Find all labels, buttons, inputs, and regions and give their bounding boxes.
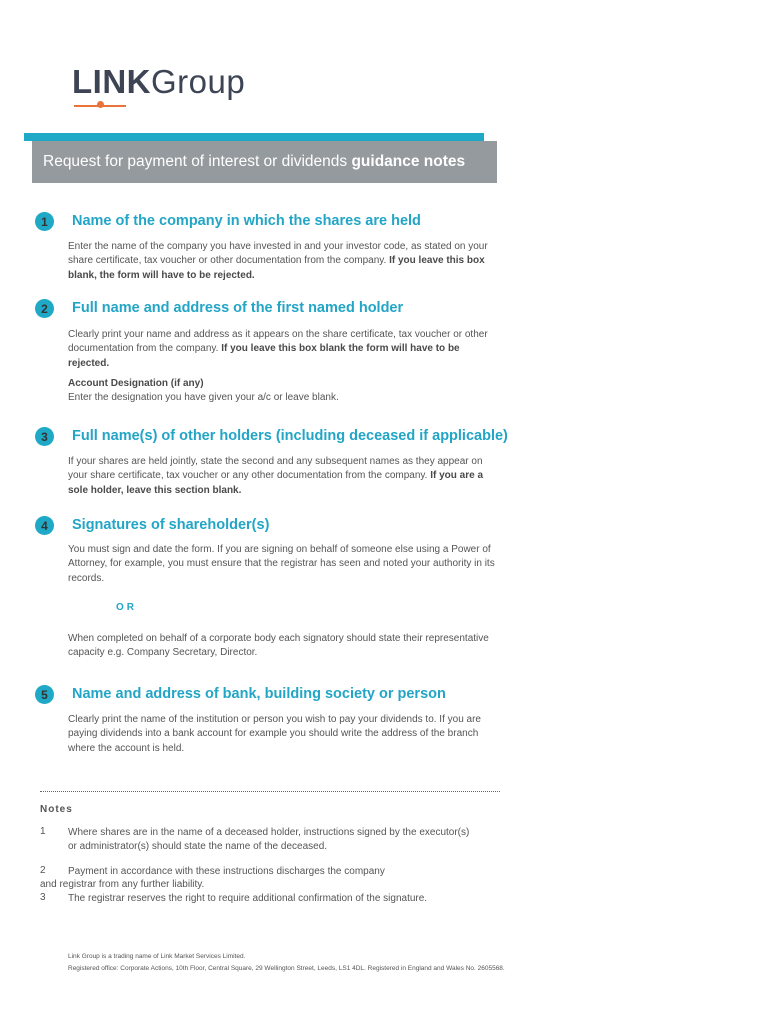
footer-line: Registered office: Corporate Actions, 10th Floor, Central Square, 29 Wellington Street, Leeds, LS1 4DL. Registered in England and Wales No. 2605568. — [68, 965, 505, 972]
dotted-divider — [40, 791, 500, 792]
section-heading: Signatures of shareholder(s) — [72, 517, 270, 533]
logo-text-link: LINK — [72, 63, 151, 100]
section-body: Enter the name of the company you have invested in and your investor code, as stated on your share certificate, tax voucher or other documentation from the company. — [68, 241, 488, 267]
note-text: Where shares are in the name of a deceased holder, instructions signed by the executor(s) or administrator(s) should state the name of the deceased. — [68, 827, 470, 852]
section-heading: Full name(s) of other holders (including deceased if applicable) — [72, 428, 508, 444]
section-number-badge: 5 — [35, 685, 54, 704]
logo-text-group: Group — [151, 63, 246, 100]
section-body-bold: If you leave this box blank, the form will have to be rejected. — [68, 255, 485, 281]
banner-accent-stripe — [24, 133, 484, 141]
note-text-line1: Payment in accordance with these instructions discharges the company — [68, 866, 385, 877]
section-body: Clearly print your name and address as it appears on the share certificate, tax voucher or other documentation from the company. — [68, 329, 488, 355]
section-text — [68, 240, 498, 283]
section-number-badge: 3 — [35, 427, 54, 446]
or-separator: OR — [116, 602, 137, 613]
section-body: Clearly print the name of the institution or person you wish to pay your dividends to. If you are paying dividends into a bank account for example you should write the address of the branch where the account is held. — [68, 714, 481, 754]
section-subtext — [68, 377, 498, 406]
banner-title-bold: guidance notes — [351, 153, 466, 170]
notes-title: Notes — [40, 804, 73, 815]
section-text — [68, 455, 498, 498]
section-body-bold: If you leave this box blank the form will have to be rejected. — [68, 343, 460, 369]
section-number-badge: 2 — [35, 299, 54, 318]
section-text — [68, 632, 498, 661]
note-text-line2: and registrar from any further liability. — [40, 879, 205, 890]
note-text: The registrar reserves the right to require additional confirmation of the signature. — [68, 893, 428, 904]
note-number: 2 — [40, 865, 46, 876]
logo-underline-icon — [74, 104, 126, 107]
section-body: If your shares are held jointly, state the second and any subsequent names as they appear on your share certificate, tax voucher or any other documentation from the company. — [68, 456, 483, 482]
note-number: 1 — [40, 826, 46, 837]
section-number-badge: 4 — [35, 516, 54, 535]
banner-title-prefix: Request for payment of interest or dividends — [43, 153, 352, 170]
section-heading: Full name and address of the first named holder — [72, 300, 404, 316]
section-body-bold: If you are a sole holder, leave this section blank. — [68, 470, 484, 496]
section-heading: Name of the company in which the shares are held — [72, 213, 421, 229]
section-body: When completed on behalf of a corporate body each signatory should state their representative capacity e.g. Company Secretary, Director. — [68, 633, 489, 659]
section-number-badge: 1 — [35, 212, 54, 231]
section-text — [68, 713, 498, 756]
banner-title — [43, 153, 465, 171]
footer-line: Link Group is a trading name of Link Market Services Limited. — [68, 953, 246, 960]
link-group-logo — [72, 64, 245, 100]
account-designation-text: Enter the designation you have given your a/c or leave blank. — [68, 392, 339, 404]
account-designation-label: Account Designation (if any) — [68, 378, 204, 389]
note-number: 3 — [40, 892, 46, 903]
section-text — [68, 328, 498, 371]
section-body: You must sign and date the form. If you are signing on behalf of someone else using a Power of Attorney, for example, you must ensure that the registrar has seen and noted your authority in its records. — [68, 544, 495, 584]
section-heading: Name and address of bank, building society or person — [72, 686, 446, 702]
section-text — [68, 543, 498, 586]
